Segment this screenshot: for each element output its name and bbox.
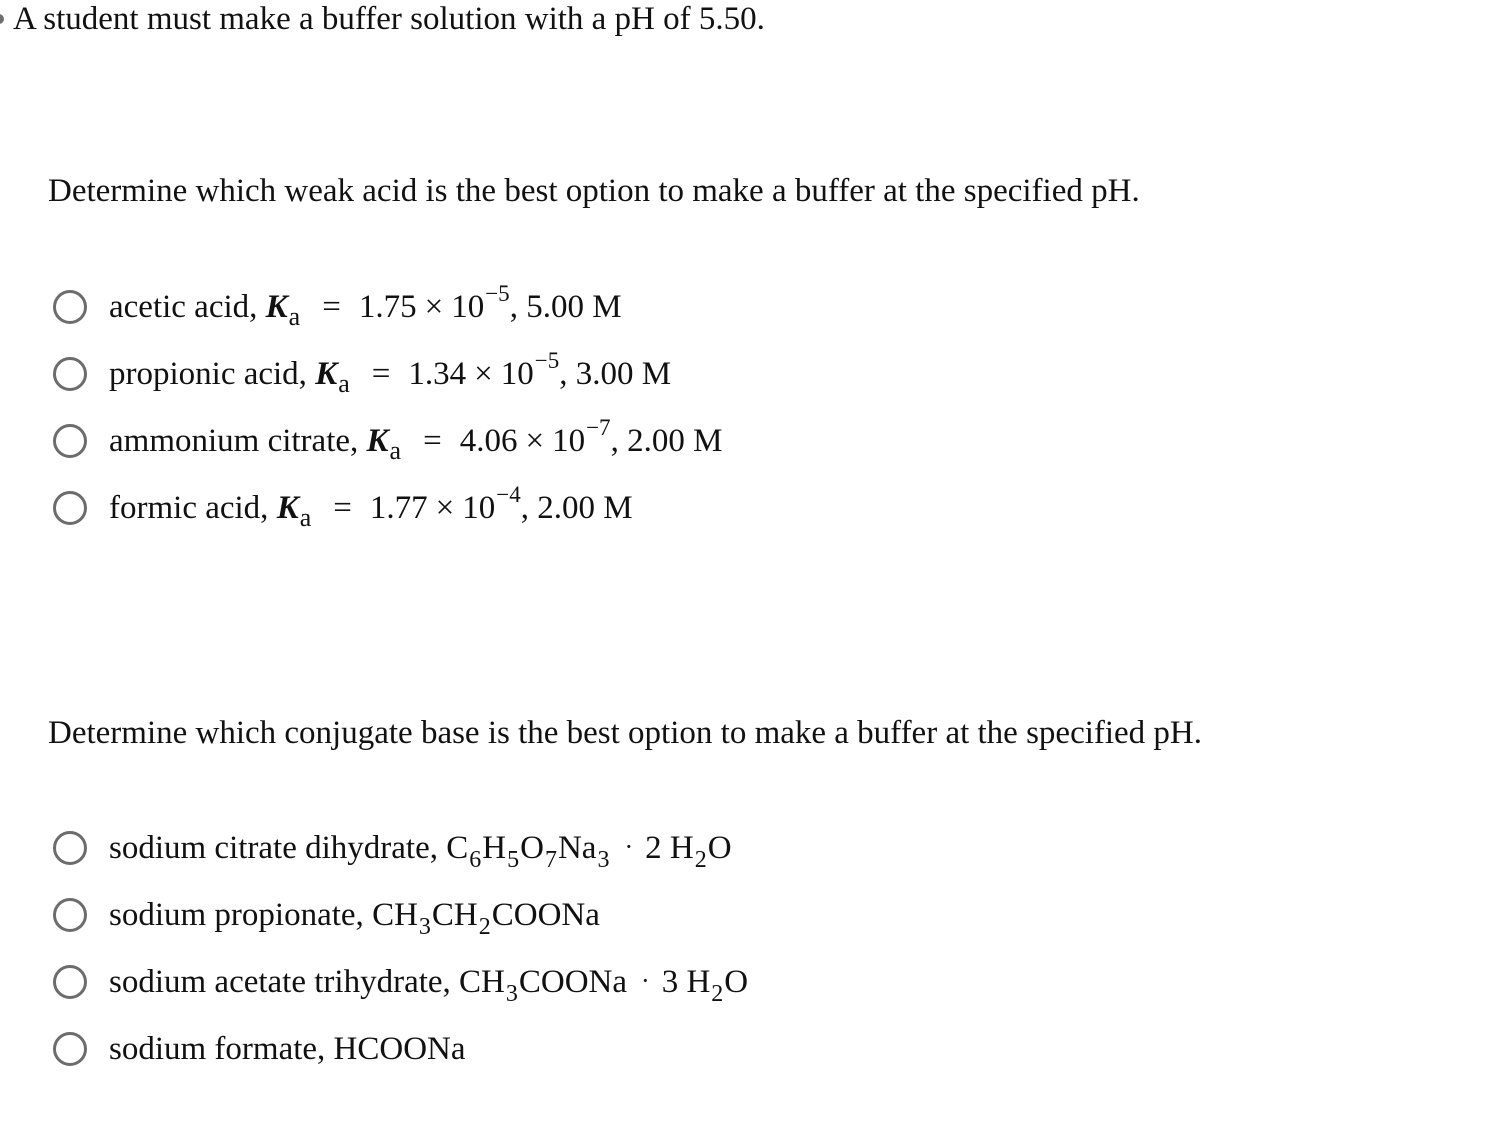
acid-option-label-propionic: propionic acid, $K_a = 1.34 \times 10^{-5}$, 3.00 M [109,348,672,398]
question-stem: A student must make a buffer solution with a pH of 5.50. [13,1,765,37]
formula-sodium-propionate: $CH_3CH_2COONa$ [372,897,600,940]
formula-sodium-citrate: $C_6H_5O_7Na_3 \cdot 2$ $H_2O$ [446,830,732,873]
base-prompt: Determine which conjugate base is the best option to make a buffer at the specified pH. [48,715,1203,751]
radio-button-acetic[interactable] [53,290,87,324]
acid-prompt: Determine which weak acid is the best option to make a buffer at the specified pH. [48,173,1140,209]
base-option-label-sodium-formate: sodium formate, HCOONa [109,1031,466,1067]
radio-button-propionic[interactable] [53,357,87,391]
radio-button-sodium-acetate-trihydrate[interactable] [53,965,87,999]
left-edge-dot [0,14,4,24]
radio-button-sodium-propionate[interactable] [53,898,87,932]
base-option-label-sodium-acetate-trihydrate: sodium acetate trihydrate, $CH_3COONa \cdot 3$ $H_2O$ [109,964,749,1007]
base-option-label-sodium-citrate-dihydrate: sodium citrate dihydrate, $C_6H_5O_7Na_3 \cdot 2$ $H_2O$ [109,830,732,873]
base-option-label-sodium-propionate: sodium propionate, $CH_3CH_2COONa$ [109,897,600,940]
acid-option-label-acetic: acetic acid, $K_a = 1.75 \times 10^{-5}$, 5.00 M [109,281,622,331]
acid-option-label-formic: formic acid, $K_a = 1.77 \times 10^{-4}$, 2.00 M [109,482,633,532]
radio-button-sodium-citrate-dihydrate[interactable] [53,831,87,865]
radio-button-ammonium-citrate[interactable] [53,424,87,458]
radio-button-formic[interactable] [53,491,87,525]
formula-sodium-acetate: $CH_3COONa \cdot 3$ $H_2O$ [459,964,749,1007]
formula-sodium-formate: HCOONa [333,1031,466,1067]
acid-option-label-ammonium-citrate: ammonium citrate, $K_a = 4.06 \times 10^{-7}$, 2.00 M [109,415,723,465]
radio-button-sodium-formate[interactable] [53,1032,87,1066]
